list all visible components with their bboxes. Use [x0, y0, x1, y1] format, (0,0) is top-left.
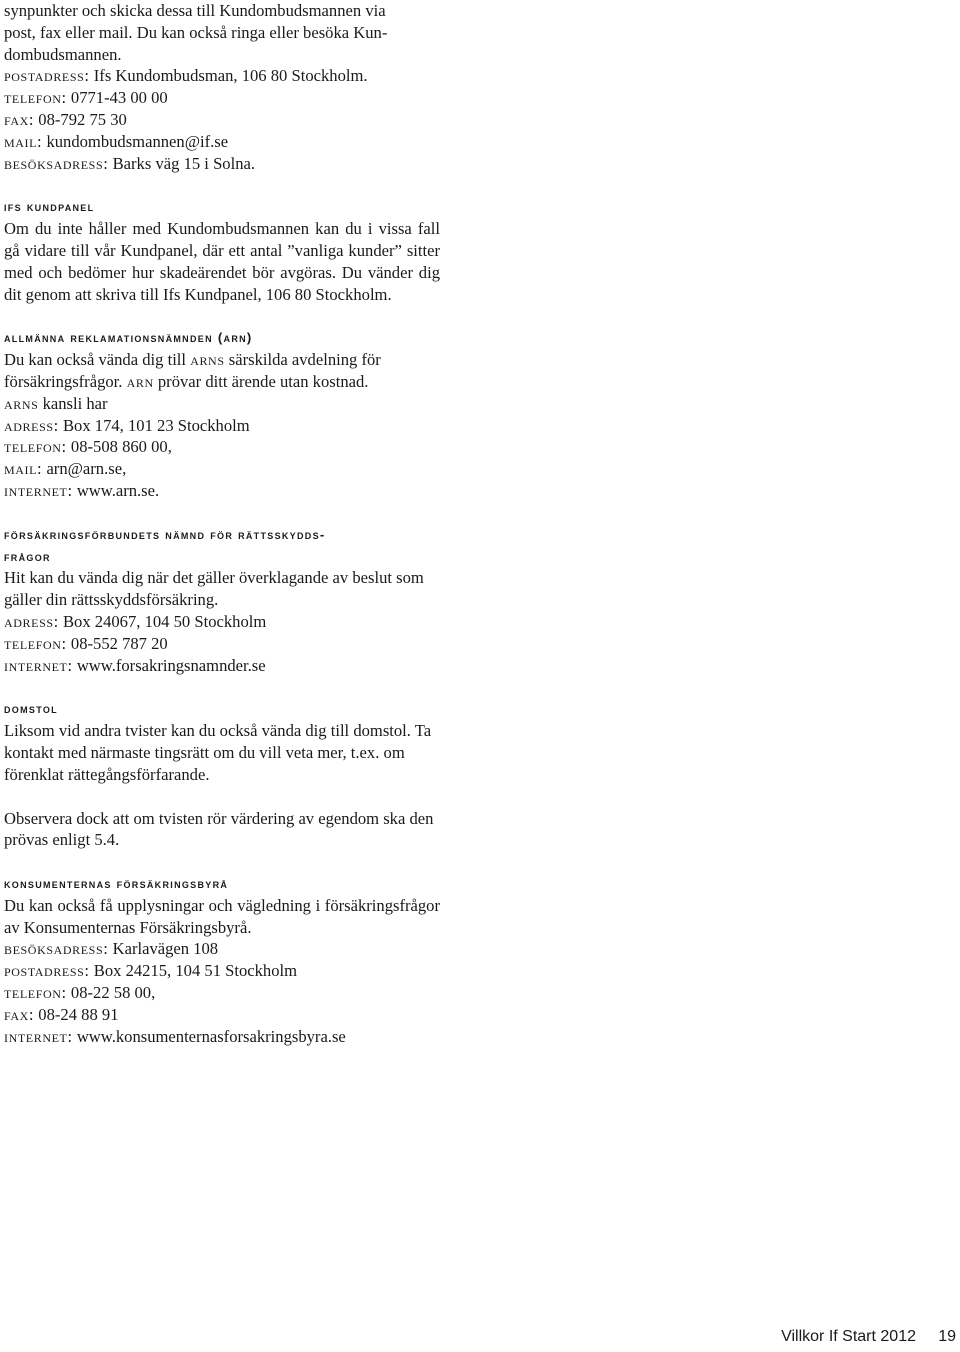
- contact-label: mail:: [4, 459, 43, 479]
- contact-value: Box 24067, 104 50 Stockholm: [62, 611, 267, 631]
- contact-label: mail:: [4, 131, 43, 151]
- contact-line: [4, 982, 440, 1004]
- contact-line: [4, 655, 440, 677]
- contact-line: [4, 436, 440, 458]
- contact-value: www.arn.se.: [76, 480, 160, 500]
- contact-value: 08-24 88 91: [38, 1004, 119, 1024]
- contact-label: telefon:: [4, 88, 67, 108]
- contact-line: [4, 938, 440, 960]
- section-heading: allmänna reklamationsnämnden (arn): [4, 330, 253, 346]
- contact-value: 08-552 787 20: [70, 633, 168, 653]
- domstol-section: [4, 698, 440, 851]
- contact-value: www.konsumenternasforsakringsbyra.se: [76, 1026, 346, 1046]
- contact-value: 08-508 860 00,: [70, 437, 172, 457]
- intro-line: synpunkter och skicka dessa till Kundombudsmannen via: [4, 1, 386, 20]
- contact-line: [4, 480, 440, 502]
- contact-label: adress:: [4, 611, 59, 631]
- fnr-section: [4, 524, 440, 677]
- intro-line: dombudsmannen.: [4, 44, 122, 64]
- contact-line: [4, 611, 440, 633]
- contact-label: postadress:: [4, 961, 90, 981]
- section-heading: frågor: [4, 548, 51, 564]
- abbreviation: arns: [190, 350, 225, 370]
- section-text: försäkringsfrågor. arn prövar ditt ärende utan kostnad.: [4, 371, 369, 391]
- contact-value: Box 174, 101 23 Stockholm: [62, 415, 250, 435]
- section-text: Du kan också vända dig till arns särskilda avdelning för: [4, 350, 381, 370]
- kfb-section: [4, 873, 440, 1047]
- contact-value: Box 24215, 104 51 Stockholm: [93, 961, 298, 981]
- contact-label: fax:: [4, 109, 35, 129]
- contact-label: postadress:: [4, 66, 90, 86]
- contact-line: [4, 960, 440, 982]
- contact-label: telefon:: [4, 983, 67, 1003]
- contact-label: adress:: [4, 415, 59, 435]
- contact-label: besöksadress:: [4, 939, 109, 959]
- contact-value: www.forsakringsnamnder.se: [76, 655, 266, 675]
- contact-line: [4, 109, 440, 131]
- abbreviation: arns: [4, 393, 39, 413]
- contact-label: besöksadress:: [4, 153, 109, 173]
- arn-section: [4, 327, 440, 501]
- intro-line: post, fax eller mail. Du kan också ringa eller besöka Kun-: [4, 22, 388, 42]
- kundpanel-section: [4, 196, 440, 305]
- contact-line: [4, 131, 440, 153]
- section-text: Du kan också få upplysningar och vägledning i försäkringsfrågor av Konsumenternas Försäkringsbyrå.: [4, 895, 440, 937]
- section-text: Om du inte håller med Kundombudsmannen kan du i vissa fall gå vidare till vår Kundpanel, där ett antal ”vanliga kunder” sitter med och bedömer hur skadeärendet bör avgöras. Du vänder dig dit genom att skriva till Ifs Kundpanel, 106 80 Stockholm.: [4, 219, 440, 304]
- contact-value: kundombudsmannen@if.se: [46, 131, 229, 151]
- contact-label: telefon:: [4, 437, 67, 457]
- intro-section: [4, 0, 440, 174]
- section-text: Liksom vid andra tvister kan du också vända dig till domstol. Ta kontakt med närmaste tingsrätt om du vill veta mer, t.ex. om förenklat rättegångsförfarande.: [4, 721, 432, 784]
- contact-line: [4, 153, 440, 175]
- contact-value: Ifs Kundombudsman, 106 80 Stockholm.: [93, 66, 368, 86]
- section-text: arns kansli har: [4, 393, 108, 413]
- section-heading: ifs kundpanel: [4, 199, 95, 215]
- abbreviation: arn: [126, 371, 154, 391]
- contact-value: arn@arn.se,: [46, 459, 127, 479]
- contact-label: telefon:: [4, 633, 67, 653]
- contact-line: [4, 1026, 440, 1048]
- section-note: Observera dock att om tvisten rör värdering av egendom ska den prövas enligt 5.4.: [4, 808, 434, 850]
- contact-value: 0771-43 00 00: [70, 88, 168, 108]
- contact-line: [4, 458, 440, 480]
- page-number: 19: [938, 1328, 956, 1345]
- contact-value: Barks väg 15 i Solna.: [112, 153, 256, 173]
- contact-label: internet:: [4, 1026, 73, 1046]
- section-heading: domstol: [4, 701, 58, 717]
- contact-line: [4, 65, 440, 87]
- section-text: Hit kan du vända dig när det gäller överklagande av beslut som gäller din rättsskyddsförsäkring.: [4, 568, 424, 610]
- section-heading: försäkringsförbundets nämnd för rättsskydds-: [4, 526, 326, 542]
- section-heading: konsumenternas försäkringsbyrå: [4, 876, 229, 892]
- contact-value: Karlavägen 108: [112, 939, 219, 959]
- page-footer: [660, 1328, 960, 1352]
- contact-label: fax:: [4, 1004, 35, 1024]
- spacer: [4, 786, 440, 808]
- contact-label: internet:: [4, 655, 73, 675]
- document-column: [4, 0, 440, 1047]
- contact-line: [4, 1004, 440, 1026]
- footer-title: Villkor If Start 2012: [781, 1328, 916, 1345]
- contact-value: 08-792 75 30: [38, 109, 127, 129]
- contact-line: [4, 633, 440, 655]
- contact-line: [4, 415, 440, 437]
- contact-value: 08-22 58 00,: [70, 983, 156, 1003]
- contact-line: [4, 87, 440, 109]
- contact-label: internet:: [4, 480, 73, 500]
